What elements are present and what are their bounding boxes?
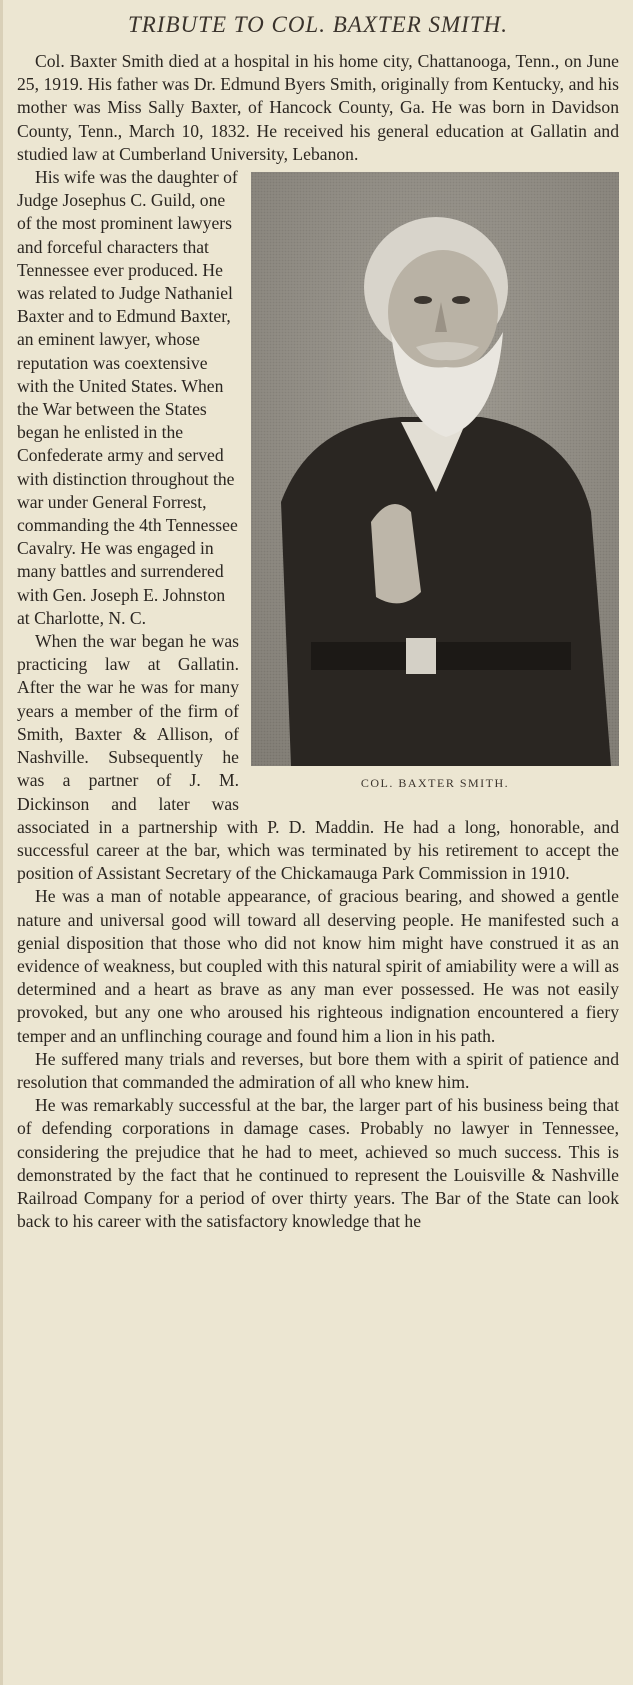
paragraph-2: His wife was the daughter of Judge Josephus C. Guild, one of the most prominent lawyers and forceful characters that Tennessee ever produced. He was related to Judge Nathaniel Baxter and to Edmund Baxter, an eminent lawyer, whose reputation was coextensive with the United States. When the War between the States began he enlisted in the Confederate army and served with distinction throughout the war under General Forrest, commanding the 4th Tennessee Cavalry. He was engaged in many battles and surrendered with Gen. Joseph E. Johnston at Charlotte, N. C. — [17, 167, 238, 628]
article-title: TRIBUTE TO COL. BAXTER SMITH. — [128, 12, 508, 37]
portrait-photo — [251, 172, 619, 766]
paragraph-4: He was a man of notable appearance, of gracious bearing, and showed a gentle nature and universal good will toward all deserving people. He manifested such a genial disposition that those who did not know him might have construed it as an evidence of weakness, but coupled with this natural spirit of amiability were a will as determined and a heart as brave as any man ever possessed. He was not easily provoked, but any one who aroused his righteous indignation encountered a fiery temper and an unflinching courage and found him a lion in his path. — [17, 886, 619, 1046]
paragraph-5: He suffered many trials and reverses, but bore them with a spirit of patience and resolution that commanded the admiration of all who knew him. — [17, 1048, 619, 1092]
photo-caption: COL. BAXTER SMITH. — [360, 776, 510, 791]
portrait-figure — [251, 172, 619, 791]
paragraph-3: When the war began he was practicing law at Gallatin. After the war he was for many years a member of the firm of Smith, Baxter & Allison, of Nashville. Subsequently he was a partner of J. M. Dickinson and later was associated in a partnership with P. D. Maddin. He had a long, honorable, and successful career at the bar, which was terminated by his retirement to accept the position of Assistant Secretary of the Chickamauga Park Commission in 1910. — [17, 631, 619, 884]
paragraph-1: Col. Baxter Smith died at a hospital in his home city, Chattanooga, Tenn., on June 25, 1919. His father was Dr. Edmund Byers Smith, originally from Kentucky, and his mother was Miss Sally Baxter, of Hancock County, Ga. He was born in Davidson County, Tenn., March 10, 1832. He received his general education at Gallatin and studied law at Cumberland University, Lebanon. — [17, 51, 619, 164]
paragraph-6: He was remarkably successful at the bar, the larger part of his business being that of defending corporations in damage cases. Probably no lawyer in Tennessee, considering the prejudice that he had to meet, achieved so much success. This is demonstrated by the fact that he continued to represent the Louisville & Nashville Railroad Company for a period of over thirty years. The Bar of the State can look back to his career with the satisfactory knowledge that he — [17, 1095, 619, 1232]
